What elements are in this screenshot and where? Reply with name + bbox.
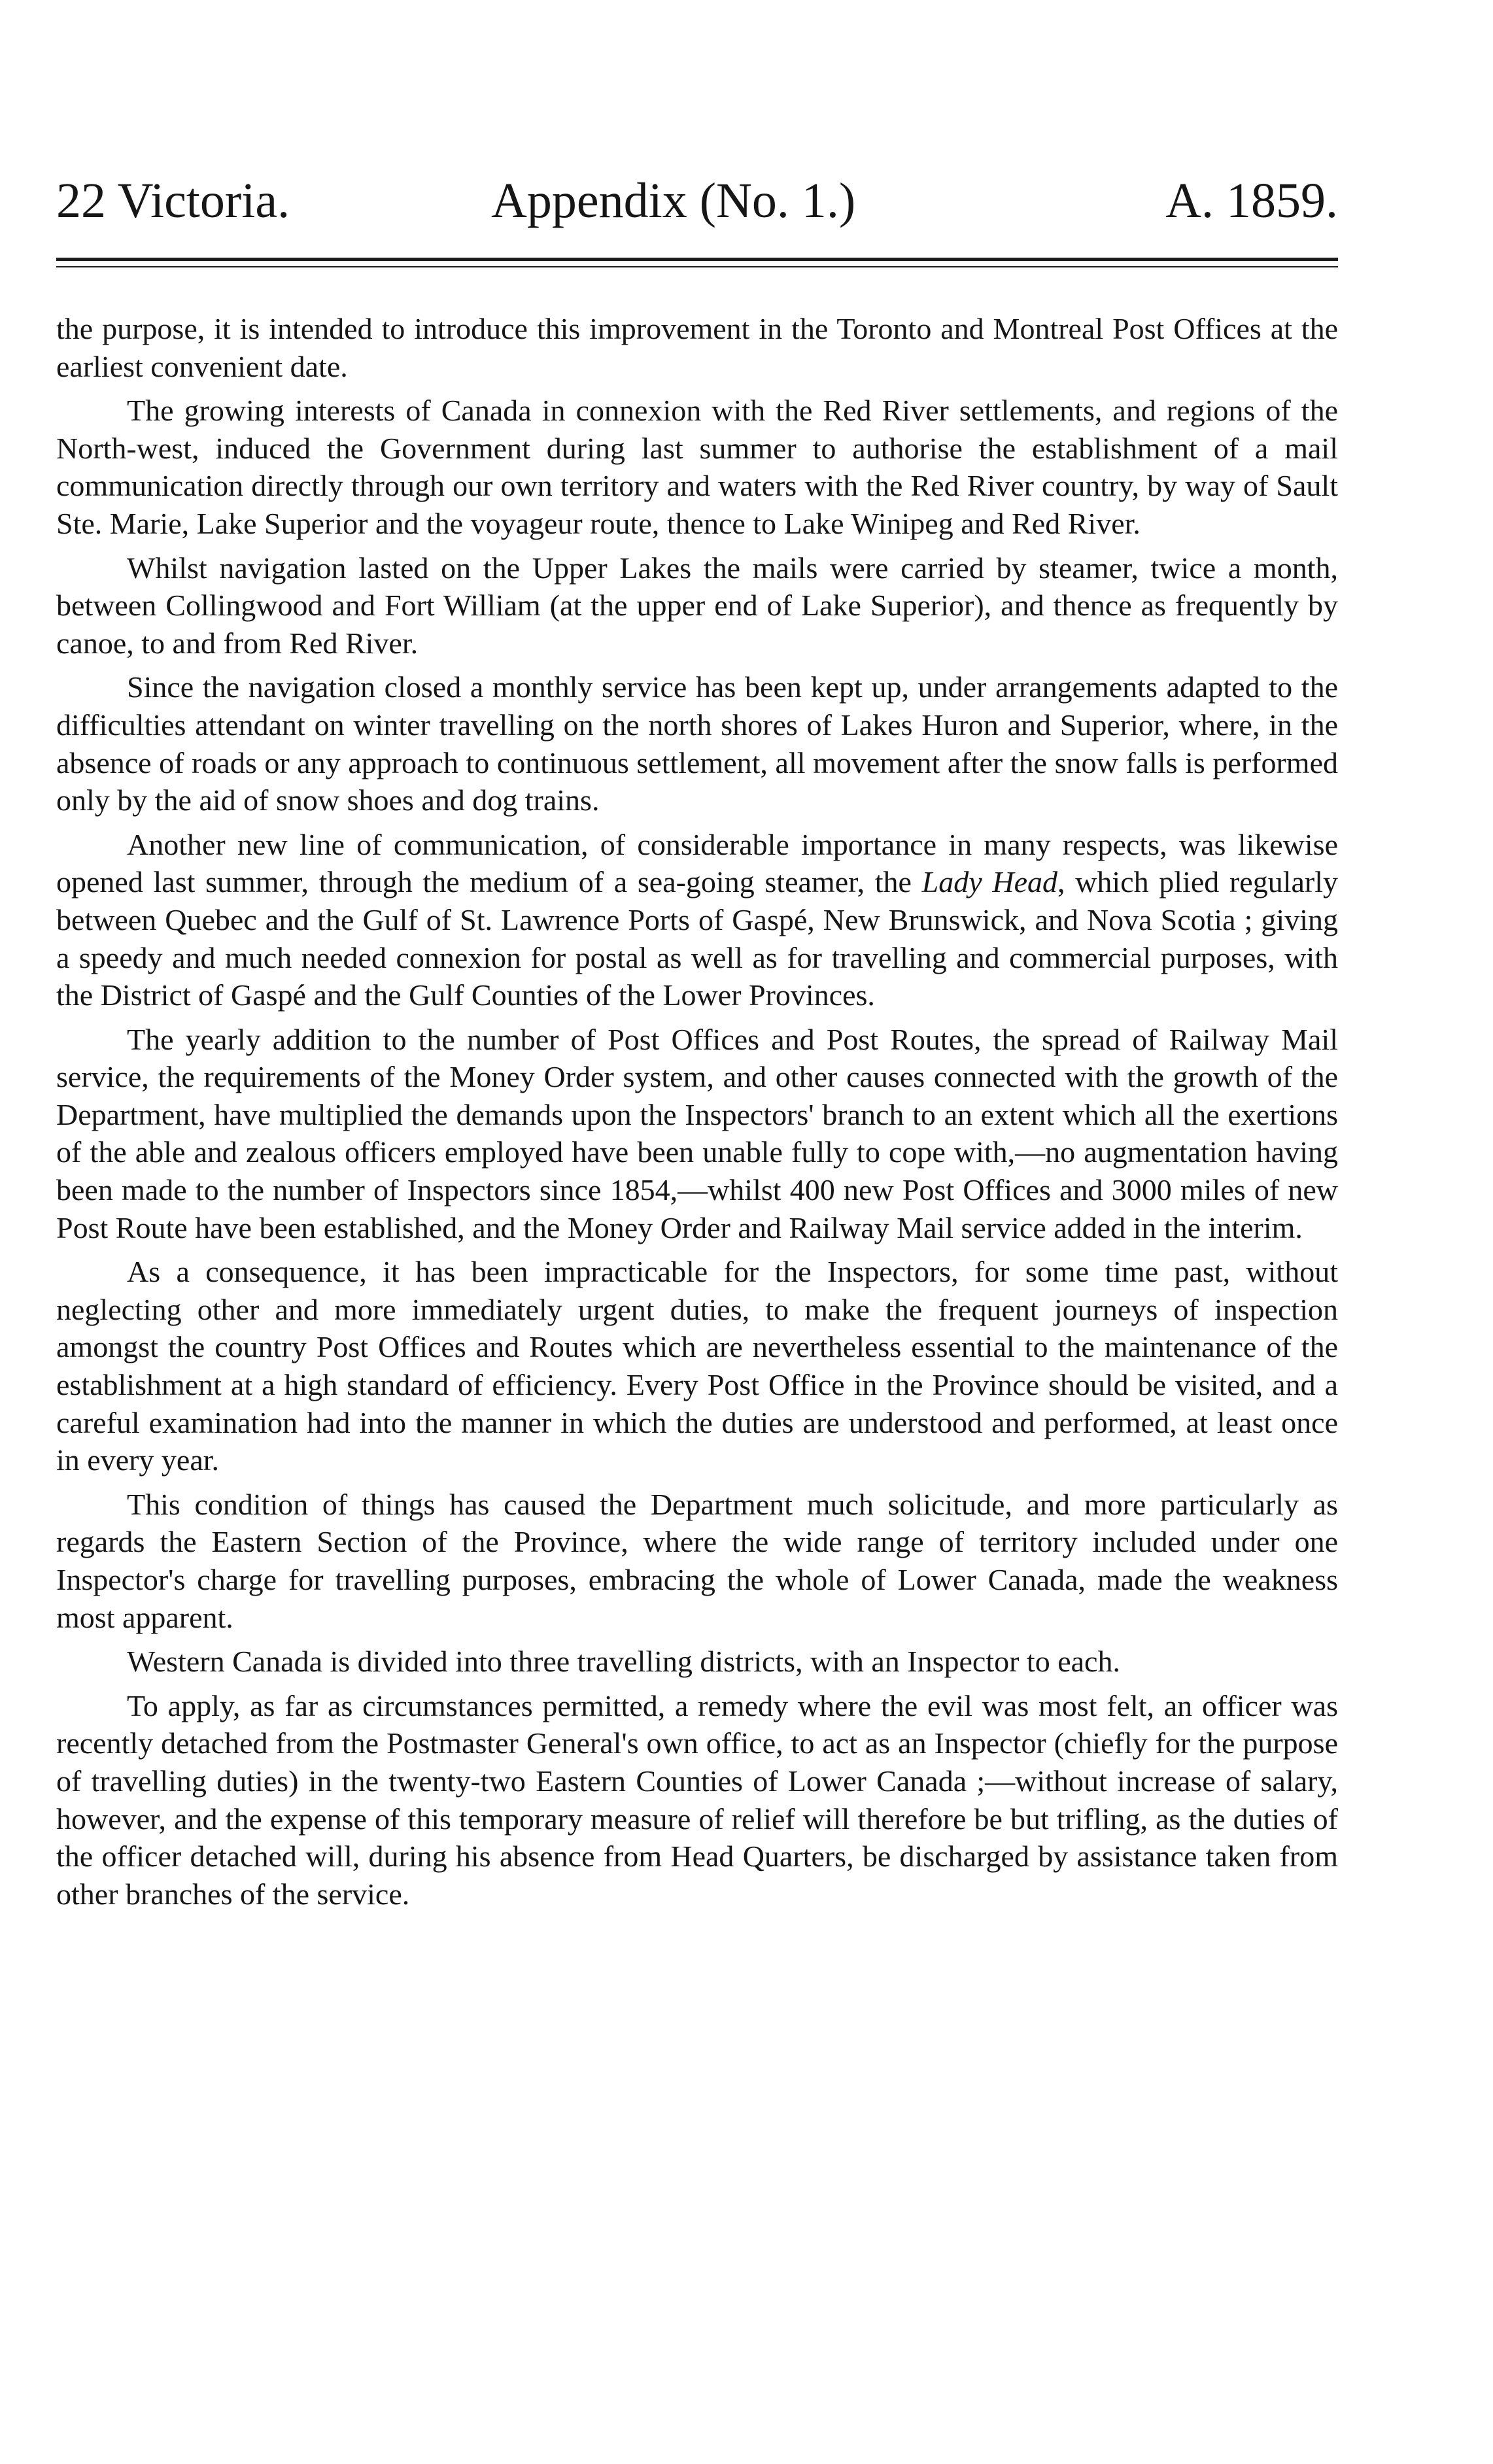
header-rule-thin — [56, 266, 1338, 267]
paragraph-gulf-steamer-start: Another new line of communication, of considerable importance in many respects, was likewise opened last summer, through the medium of a sea-going steamer, the — [56, 827, 1338, 899]
paragraph-continued: the purpose, it is intended to introduce this improvement in the Toronto and Montreal Post Offices at the earliest convenient date. — [56, 312, 1338, 383]
paragraph-winter-service: Since the navigation closed a monthly service has been kept up, under arrangements adapted to the difficulties attendant on winter travelling on the north shores of Lakes Huron and Superior, where, in the absence of roads or any approach to continuous settlement, all movement after the snow falls is performed only by the aid of snow shoes and dog trains. — [56, 670, 1338, 817]
paragraph-remedy: To apply, as far as circumstances permitted, a remedy where the evil was most felt, an officer was recently detached from the Postmaster General's own office, to act as an Inspector (chiefly for the purpose of travelling duties) in the twenty-two Eastern Counties of Lower Canada ;—without increase of salary, however, and the expense of this temporary measure of relief will therefore be but trifling, as the duties of the officer detached will, during his absence from Head Quarters, be discharged by assistance taken from other branches of the service. — [56, 1688, 1338, 1911]
year-label: A. 1859. — [1165, 173, 1338, 228]
ship-name: Lady Head — [921, 865, 1057, 899]
appendix-title: Appendix (No. 1.) — [491, 173, 856, 228]
session-label: 22 Victoria. — [56, 173, 290, 228]
header-rule-thick — [56, 258, 1338, 261]
paragraph-inspection-journeys: As a consequence, it has been impracticable for the Inspectors, for some time past, without neglecting other and more immediately urgent duties, to make the frequent journeys of inspection amongst the country Post Offices and Routes which are nevertheless essential to the maintenance of the establishment at a high standard of efficiency. Every Post Office in the Province should be visited, and a careful examination had into the manner in which the duties are understood and performed, at least once in every year. — [56, 1255, 1338, 1477]
paragraph-upper-lakes: Whilst navigation lasted on the Upper Lakes the mails were carried by steamer, twice a month, between Collingwood and Fort William (at the upper end of Lake Superior), and thence as frequently by canoe, to and from Red River. — [56, 551, 1338, 660]
paragraph-eastern-section: This condition of things has caused the Department much solicitude, and more particularly as regards the Eastern Section of the Province, where the wide range of territory included under one Inspector's charge for travelling purposes, embracing the whole of Lower Canada, made the weakness most apparent. — [56, 1487, 1338, 1634]
paragraph-red-river-mail: The growing interests of Canada in connexion with the Red River settlements, and regions of the North-west, induced the Government during last summer to authorise the establishment of a mail communication directly through our own territory and waters with the Red River country, by way of Sault Ste. Marie, Lake Superior and the voyageur route, thence to Lake Winipeg and Red River. — [56, 394, 1338, 540]
running-head — [56, 171, 1338, 230]
paragraph-inspectors-branch: The yearly addition to the number of Post Offices and Post Routes, the spread of Railway Mail service, the requirements of the Money Order system, and other causes connected with the growth of the Department, have multiplied the demands upon the Inspectors' branch to an extent which all the exertions of the able and zealous officers employed have been unable fully to cope with,—no augmentation having been made to the number of Inspectors since 1854,—whilst 400 new Post Offices and 3000 miles of new Post Route have been established, and the Money Order and Railway Mail service added in the interim. — [56, 1022, 1338, 1244]
paragraph-western-canada: Western Canada is divided into three travelling districts, with an Inspector to each. — [127, 1645, 1120, 1679]
paragraph-gulf-steamer-end: , which plied regularly between Quebec and the Gulf of St. Lawrence Ports of Gaspé, New Brunswick, and Nova Scotia ; giving a speedy and much needed connexion for postal as well as for travelling and commercial purposes, with the District of Gaspé and the Gulf Counties of the Lower Provinces. — [56, 865, 1338, 1012]
body-text — [56, 310, 1338, 1919]
paragraph-gulf-steamer — [56, 826, 1338, 1014]
